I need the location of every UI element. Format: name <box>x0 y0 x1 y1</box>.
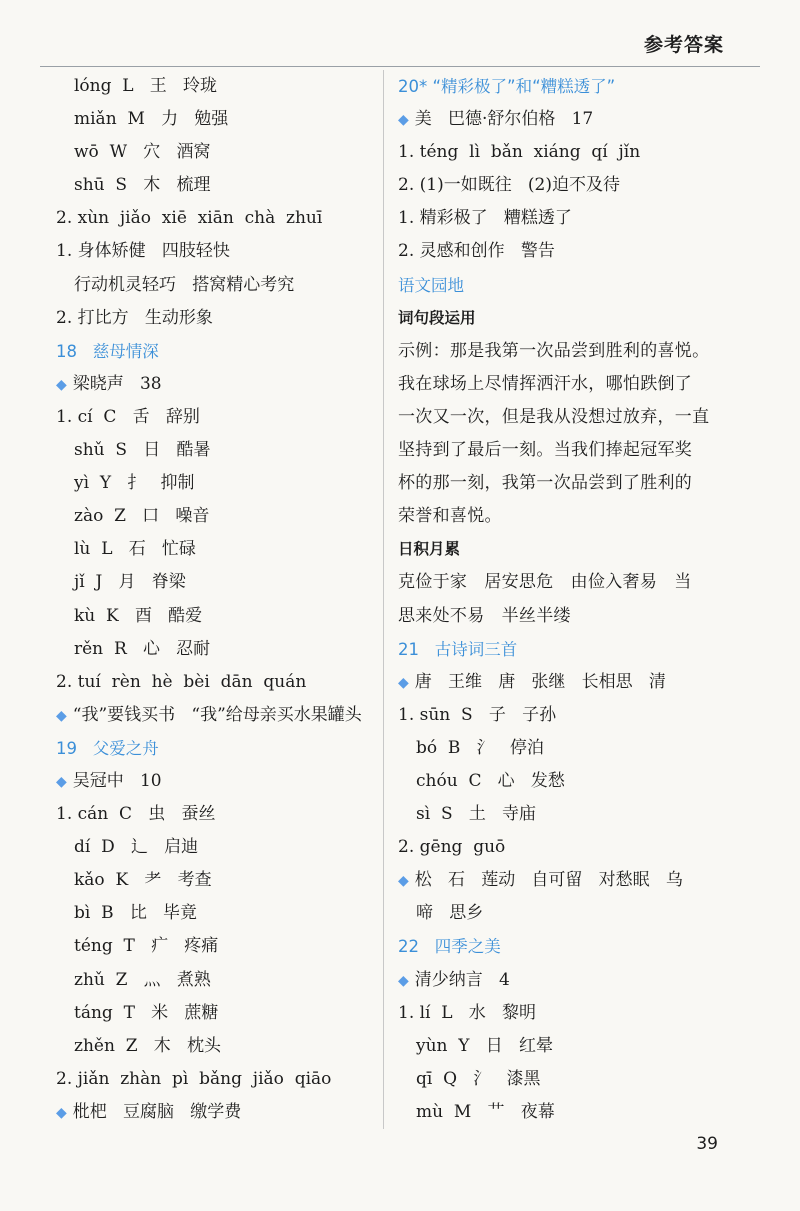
answer-line: kǎo K 耂 考查 <box>74 870 212 891</box>
answer-line: téng T 疒 疼痛 <box>74 936 219 957</box>
paragraph-line: 杯的那一刻，我第一次品尝到了胜利的 <box>398 473 693 494</box>
answer-line: bó B 氵 停泊 <box>416 737 544 758</box>
answer-line: dí D 辶 启迪 <box>74 837 199 858</box>
answer-line: lóng L 王 玲珑 <box>74 76 218 96</box>
diamond-icon: ◆ <box>398 972 409 989</box>
answer-line: shǔ S 日 酷暑 <box>74 440 211 461</box>
answer-line: 2. (1)一如既往 (2)迫不及待 <box>398 175 620 196</box>
author-text: 清少纳言 4 <box>414 969 510 990</box>
answer-line: táng T 米 蔗糖 <box>74 1002 219 1023</box>
author-line <box>398 666 728 699</box>
lesson-heading-18: 18 慈母情深 <box>56 341 159 361</box>
diamond-icon: ◆ <box>398 674 409 691</box>
answer-text: “我”要钱买书 “我”给母亲买水果罐头 <box>72 704 362 725</box>
diamond-icon: ◆ <box>398 112 409 129</box>
diamond-line <box>398 864 728 897</box>
answer-line: yì Y 扌 抑制 <box>74 473 195 494</box>
diamond-line <box>56 699 366 732</box>
page-number: 39 <box>696 1134 718 1154</box>
paragraph-line: 思来处不易 半丝半缕 <box>398 605 571 626</box>
paragraph-line: 我在球场上尽情挥洒汗水，哪怕跌倒了 <box>398 373 693 394</box>
answer-line: 2. gēng guō <box>398 837 506 858</box>
answer-line: wō W 穴 酒窝 <box>74 142 211 163</box>
answer-line: rěn R 心 忍耐 <box>74 638 211 659</box>
answer-line: 行动机灵轻巧 搭窝精心考究 <box>74 274 295 295</box>
author-line <box>398 964 728 997</box>
diamond-icon: ◆ <box>56 773 67 790</box>
answer-line: 2. 灵感和创作 警告 <box>398 241 555 262</box>
diamond-icon: ◆ <box>56 376 67 393</box>
column-divider <box>383 70 384 1129</box>
diamond-icon: ◆ <box>398 873 409 890</box>
lesson-heading-22: 22 四季之美 <box>398 937 501 957</box>
author-line <box>56 765 366 798</box>
answer-line: 2. jiǎn zhàn pì bǎng jiǎo qiāo <box>56 1068 332 1089</box>
answer-line: mù M 艹 夜幕 <box>416 1101 555 1122</box>
subheading-ciju: 词句段运用 <box>398 308 476 327</box>
answer-line: shū S 木 梳理 <box>74 175 211 196</box>
answer-line: zhǔ Z 灬 煮熟 <box>74 969 211 990</box>
lesson-heading-20: 20* “精彩极了”和“糟糕透了” <box>398 77 616 96</box>
answer-line: 1. 身体矫健 四肢轻快 <box>56 241 230 262</box>
answer-line: 1. 精彩极了 糟糕透了 <box>398 208 572 229</box>
author-line <box>56 368 366 401</box>
paragraph-line: 克俭于家 居安思危 由俭入奢易 当 <box>398 572 692 593</box>
answer-line: 1. lí L 水 黎明 <box>398 1002 537 1023</box>
answer-line: 2. 打比方 生动形象 <box>56 307 213 328</box>
answer-line: 1. cí C 舌 辞别 <box>56 406 200 427</box>
answer-line: 1. cán C 虫 蚕丝 <box>56 804 216 825</box>
paragraph-line: 荣誉和喜悦。 <box>398 506 502 527</box>
diamond-line <box>56 1096 366 1129</box>
author-line <box>398 103 728 136</box>
answer-line: lù L 石 忙碌 <box>74 539 196 560</box>
paragraph-line: 示例：那是我第一次品尝到胜利的喜悦。 <box>398 340 710 361</box>
answer-line: 1. téng lì bǎn xiáng qí jǐn <box>398 142 641 163</box>
answer-line: 啼 思乡 <box>416 903 484 924</box>
answer-line: sì S 土 寺庙 <box>416 804 537 825</box>
author-text: 唐 王维 唐 张继 长相思 清 <box>414 671 666 692</box>
answer-line: 2. xùn jiǎo xiē xiān chà zhuī <box>56 208 323 229</box>
answer-line: 2. tuí rèn hè bèi dān quán <box>56 671 307 692</box>
answer-text: 枇杷 豆腐脑 缴学费 <box>72 1101 242 1122</box>
answer-line: zhěn Z 木 枕头 <box>74 1035 221 1056</box>
answer-line: yùn Y 日 红晕 <box>416 1035 553 1056</box>
page-header-title: 参考答案 <box>643 34 724 56</box>
header-divider <box>40 66 760 67</box>
right-column <box>398 70 728 1129</box>
subheading-rijiyuelei: 日积月累 <box>398 540 461 559</box>
answer-line: 1. sūn S 子 子孙 <box>398 704 557 725</box>
answer-line: kù K 酉 酷爱 <box>74 605 203 626</box>
author-text: 美 巴德·舒尔伯格 17 <box>414 109 594 130</box>
answer-line: bì B 比 毕竟 <box>74 903 198 924</box>
answer-line: zào Z 口 噪音 <box>74 506 210 527</box>
section-heading-yuwen-yuandi: 语文园地 <box>398 275 464 295</box>
paragraph-line: 一次又一次，但是我从没想过放弃，一直 <box>398 406 710 427</box>
answer-line: miǎn M 力 勉强 <box>74 109 229 130</box>
lesson-heading-21: 21 古诗词三首 <box>398 639 518 659</box>
answer-text: 松 石 莲动 自可留 对愁眠 乌 <box>414 870 683 891</box>
answer-line: jǐ J 月 脊梁 <box>74 572 186 593</box>
author-text: 梁晓声 38 <box>72 373 162 394</box>
paragraph-line: 坚持到了最后一刻。当我们捧起冠军奖 <box>398 440 693 461</box>
answer-line: chóu C 心 发愁 <box>416 770 565 791</box>
lesson-heading-19: 19 父爱之舟 <box>56 738 159 758</box>
answer-line: qī Q 氵 漆黑 <box>416 1068 541 1089</box>
diamond-icon: ◆ <box>56 707 67 724</box>
left-column <box>56 70 366 1129</box>
diamond-icon: ◆ <box>56 1104 67 1121</box>
author-text: 吴冠中 10 <box>72 770 162 791</box>
